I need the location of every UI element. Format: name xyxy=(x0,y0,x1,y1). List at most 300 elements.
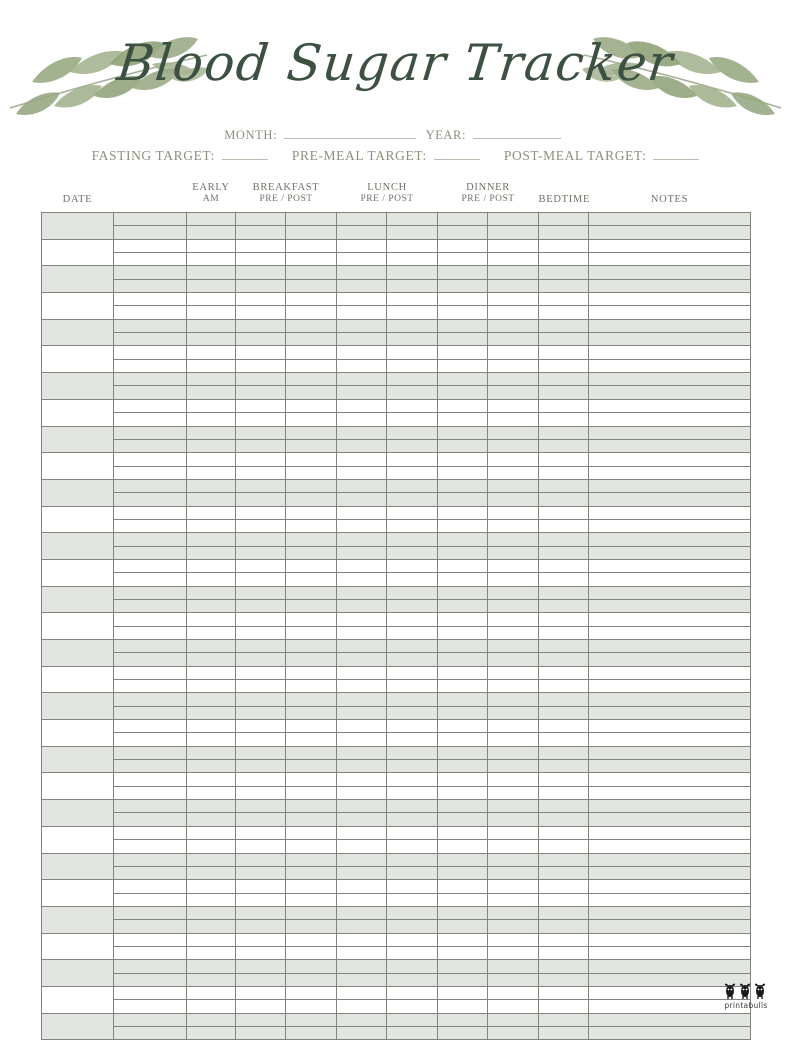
entry-cell[interactable] xyxy=(589,599,751,612)
entry-cell[interactable] xyxy=(539,306,589,319)
date-cell[interactable] xyxy=(42,319,114,346)
entry-cell[interactable] xyxy=(286,466,337,479)
entry-cell[interactable] xyxy=(438,920,488,933)
entry-cell[interactable] xyxy=(187,720,236,733)
entry-cell[interactable] xyxy=(286,720,337,733)
entry-cell[interactable] xyxy=(438,653,488,666)
entry-cell[interactable] xyxy=(236,546,286,559)
entry-cell[interactable] xyxy=(589,439,751,452)
entry-cell[interactable] xyxy=(236,293,286,306)
entry-cell[interactable] xyxy=(337,1013,387,1026)
entry-cell[interactable] xyxy=(589,613,751,626)
entry-cell[interactable] xyxy=(286,693,337,706)
entry-cell[interactable] xyxy=(589,1013,751,1026)
entry-cell[interactable] xyxy=(539,760,589,773)
entry-cell[interactable] xyxy=(539,826,589,839)
entry-cell[interactable] xyxy=(488,786,539,799)
entry-cell[interactable] xyxy=(589,933,751,946)
entry-cell[interactable] xyxy=(438,319,488,332)
entry-cell[interactable] xyxy=(387,986,438,999)
entry-cell[interactable] xyxy=(187,559,236,572)
entry-cell[interactable] xyxy=(187,893,236,906)
date-cell[interactable] xyxy=(42,666,114,693)
entry-cell[interactable] xyxy=(589,586,751,599)
entry-cell[interactable] xyxy=(286,226,337,239)
entry-cell[interactable] xyxy=(337,933,387,946)
entry-cell[interactable] xyxy=(337,266,387,279)
entry-cell[interactable] xyxy=(387,773,438,786)
entry-cell[interactable] xyxy=(337,586,387,599)
entry-cell[interactable] xyxy=(187,479,236,492)
entry-cell[interactable] xyxy=(286,1026,337,1039)
entry-cell[interactable] xyxy=(387,626,438,639)
entry-cell[interactable] xyxy=(187,653,236,666)
entry-cell[interactable] xyxy=(589,346,751,359)
entry-cell[interactable] xyxy=(286,439,337,452)
entry-cell[interactable] xyxy=(589,786,751,799)
entry-cell[interactable] xyxy=(589,279,751,292)
entry-cell[interactable] xyxy=(539,226,589,239)
entry-cell[interactable] xyxy=(387,333,438,346)
entry-cell[interactable] xyxy=(187,373,236,386)
entry-cell[interactable] xyxy=(337,693,387,706)
entry-cell[interactable] xyxy=(387,519,438,532)
entry-cell[interactable] xyxy=(187,359,236,372)
entry-cell[interactable] xyxy=(387,840,438,853)
pre-meal-target-input[interactable] xyxy=(434,148,480,160)
entry-cell[interactable] xyxy=(236,226,286,239)
entry-cell[interactable] xyxy=(286,293,337,306)
entry-cell[interactable] xyxy=(236,800,286,813)
date-cell[interactable] xyxy=(42,533,114,560)
entry-cell[interactable] xyxy=(589,573,751,586)
entry-cell[interactable] xyxy=(236,586,286,599)
entry-cell[interactable] xyxy=(337,1026,387,1039)
entry-cell[interactable] xyxy=(337,333,387,346)
date-cell[interactable] xyxy=(42,399,114,426)
entry-cell[interactable] xyxy=(337,613,387,626)
entry-cell[interactable] xyxy=(589,226,751,239)
entry-cell[interactable] xyxy=(337,546,387,559)
entry-cell[interactable] xyxy=(539,599,589,612)
entry-cell[interactable] xyxy=(438,399,488,412)
entry-cell[interactable] xyxy=(187,506,236,519)
entry-cell[interactable] xyxy=(539,680,589,693)
entry-cell[interactable] xyxy=(387,866,438,879)
entry-cell[interactable] xyxy=(488,746,539,759)
entry-cell[interactable] xyxy=(438,239,488,252)
entry-cell[interactable] xyxy=(286,1013,337,1026)
entry-cell[interactable] xyxy=(488,386,539,399)
entry-cell[interactable] xyxy=(286,773,337,786)
entry-cell[interactable] xyxy=(438,666,488,679)
entry-cell[interactable] xyxy=(286,906,337,919)
entry-cell[interactable] xyxy=(387,413,438,426)
entry-cell[interactable] xyxy=(236,573,286,586)
entry-cell[interactable] xyxy=(337,773,387,786)
entry-cell[interactable] xyxy=(236,333,286,346)
entry-cell[interactable] xyxy=(387,680,438,693)
entry-cell[interactable] xyxy=(236,453,286,466)
date-cell[interactable] xyxy=(42,239,114,266)
entry-cell[interactable] xyxy=(387,586,438,599)
entry-cell[interactable] xyxy=(286,653,337,666)
entry-cell[interactable] xyxy=(236,920,286,933)
entry-cell[interactable] xyxy=(438,333,488,346)
entry-cell[interactable] xyxy=(488,319,539,332)
entry-cell[interactable] xyxy=(589,946,751,959)
entry-cell[interactable] xyxy=(337,439,387,452)
entry-cell[interactable] xyxy=(488,933,539,946)
entry-cell[interactable] xyxy=(387,253,438,266)
entry-cell[interactable] xyxy=(539,466,589,479)
entry-cell[interactable] xyxy=(438,479,488,492)
entry-cell[interactable] xyxy=(387,1013,438,1026)
entry-cell[interactable] xyxy=(236,706,286,719)
entry-cell[interactable] xyxy=(539,933,589,946)
entry-cell[interactable] xyxy=(337,213,387,226)
entry-cell[interactable] xyxy=(539,439,589,452)
entry-cell[interactable] xyxy=(387,226,438,239)
entry-cell[interactable] xyxy=(286,666,337,679)
entry-cell[interactable] xyxy=(387,920,438,933)
entry-cell[interactable] xyxy=(438,599,488,612)
year-input[interactable] xyxy=(473,127,561,139)
entry-cell[interactable] xyxy=(236,853,286,866)
entry-cell[interactable] xyxy=(337,1000,387,1013)
entry-cell[interactable] xyxy=(589,640,751,653)
entry-cell[interactable] xyxy=(337,506,387,519)
entry-cell[interactable] xyxy=(539,720,589,733)
entry-cell[interactable] xyxy=(589,213,751,226)
entry-cell[interactable] xyxy=(286,613,337,626)
entry-cell[interactable] xyxy=(286,533,337,546)
entry-cell[interactable] xyxy=(438,226,488,239)
entry-cell[interactable] xyxy=(236,680,286,693)
entry-cell[interactable] xyxy=(337,466,387,479)
entry-cell[interactable] xyxy=(539,573,589,586)
entry-cell[interactable] xyxy=(488,640,539,653)
entry-cell[interactable] xyxy=(488,453,539,466)
entry-cell[interactable] xyxy=(236,359,286,372)
entry-cell[interactable] xyxy=(539,359,589,372)
entry-cell[interactable] xyxy=(539,519,589,532)
entry-cell[interactable] xyxy=(337,399,387,412)
entry-cell[interactable] xyxy=(337,279,387,292)
entry-cell[interactable] xyxy=(236,466,286,479)
entry-cell[interactable] xyxy=(337,559,387,572)
entry-cell[interactable] xyxy=(387,853,438,866)
date-cell[interactable] xyxy=(42,640,114,667)
entry-cell[interactable] xyxy=(236,826,286,839)
entry-cell[interactable] xyxy=(286,506,337,519)
entry-cell[interactable] xyxy=(387,373,438,386)
entry-cell[interactable] xyxy=(187,493,236,506)
date-cell[interactable] xyxy=(42,773,114,800)
entry-cell[interactable] xyxy=(236,840,286,853)
entry-cell[interactable] xyxy=(187,1013,236,1026)
entry-cell[interactable] xyxy=(539,653,589,666)
entry-cell[interactable] xyxy=(337,640,387,653)
entry-cell[interactable] xyxy=(438,960,488,973)
entry-cell[interactable] xyxy=(187,399,236,412)
entry-cell[interactable] xyxy=(488,586,539,599)
entry-cell[interactable] xyxy=(539,733,589,746)
entry-cell[interactable] xyxy=(387,506,438,519)
entry-cell[interactable] xyxy=(286,453,337,466)
entry-cell[interactable] xyxy=(387,893,438,906)
entry-cell[interactable] xyxy=(488,666,539,679)
entry-cell[interactable] xyxy=(539,413,589,426)
entry-cell[interactable] xyxy=(187,226,236,239)
entry-cell[interactable] xyxy=(236,346,286,359)
date-cell[interactable] xyxy=(42,266,114,293)
entry-cell[interactable] xyxy=(539,626,589,639)
entry-cell[interactable] xyxy=(589,693,751,706)
entry-cell[interactable] xyxy=(337,239,387,252)
entry-cell[interactable] xyxy=(438,373,488,386)
entry-cell[interactable] xyxy=(337,786,387,799)
entry-cell[interactable] xyxy=(539,986,589,999)
entry-cell[interactable] xyxy=(236,733,286,746)
entry-cell[interactable] xyxy=(387,946,438,959)
entry-cell[interactable] xyxy=(488,279,539,292)
entry-cell[interactable] xyxy=(236,599,286,612)
entry-cell[interactable] xyxy=(387,733,438,746)
entry-cell[interactable] xyxy=(438,293,488,306)
entry-cell[interactable] xyxy=(488,333,539,346)
entry-cell[interactable] xyxy=(589,653,751,666)
entry-cell[interactable] xyxy=(337,760,387,773)
entry-cell[interactable] xyxy=(187,906,236,919)
month-input[interactable] xyxy=(284,127,416,139)
entry-cell[interactable] xyxy=(337,986,387,999)
entry-cell[interactable] xyxy=(387,293,438,306)
entry-cell[interactable] xyxy=(387,319,438,332)
entry-cell[interactable] xyxy=(488,413,539,426)
entry-cell[interactable] xyxy=(236,426,286,439)
entry-cell[interactable] xyxy=(187,239,236,252)
entry-cell[interactable] xyxy=(236,493,286,506)
entry-cell[interactable] xyxy=(589,386,751,399)
entry-cell[interactable] xyxy=(589,880,751,893)
entry-cell[interactable] xyxy=(539,239,589,252)
entry-cell[interactable] xyxy=(438,1026,488,1039)
entry-cell[interactable] xyxy=(236,213,286,226)
entry-cell[interactable] xyxy=(589,826,751,839)
entry-cell[interactable] xyxy=(286,346,337,359)
entry-cell[interactable] xyxy=(539,479,589,492)
entry-cell[interactable] xyxy=(337,293,387,306)
entry-cell[interactable] xyxy=(286,973,337,986)
entry-cell[interactable] xyxy=(286,586,337,599)
entry-cell[interactable] xyxy=(488,733,539,746)
entry-cell[interactable] xyxy=(488,399,539,412)
entry-cell[interactable] xyxy=(337,359,387,372)
entry-cell[interactable] xyxy=(387,533,438,546)
entry-cell[interactable] xyxy=(337,840,387,853)
entry-cell[interactable] xyxy=(187,626,236,639)
entry-cell[interactable] xyxy=(387,573,438,586)
entry-cell[interactable] xyxy=(236,813,286,826)
entry-cell[interactable] xyxy=(286,946,337,959)
date-cell[interactable] xyxy=(42,213,114,240)
entry-cell[interactable] xyxy=(589,359,751,372)
entry-cell[interactable] xyxy=(387,439,438,452)
entry-cell[interactable] xyxy=(187,1000,236,1013)
entry-cell[interactable] xyxy=(539,1026,589,1039)
entry-cell[interactable] xyxy=(488,293,539,306)
entry-cell[interactable] xyxy=(387,466,438,479)
entry-cell[interactable] xyxy=(387,826,438,839)
entry-cell[interactable] xyxy=(187,266,236,279)
entry-cell[interactable] xyxy=(187,813,236,826)
entry-cell[interactable] xyxy=(539,333,589,346)
entry-cell[interactable] xyxy=(488,1013,539,1026)
entry-cell[interactable] xyxy=(236,866,286,879)
entry-cell[interactable] xyxy=(488,760,539,773)
date-cell[interactable] xyxy=(42,906,114,933)
entry-cell[interactable] xyxy=(539,586,589,599)
entry-cell[interactable] xyxy=(539,493,589,506)
entry-cell[interactable] xyxy=(187,946,236,959)
entry-cell[interactable] xyxy=(539,773,589,786)
entry-cell[interactable] xyxy=(236,1000,286,1013)
entry-cell[interactable] xyxy=(236,373,286,386)
entry-cell[interactable] xyxy=(337,533,387,546)
entry-cell[interactable] xyxy=(337,306,387,319)
entry-cell[interactable] xyxy=(438,253,488,266)
entry-cell[interactable] xyxy=(438,453,488,466)
date-cell[interactable] xyxy=(42,426,114,453)
entry-cell[interactable] xyxy=(438,213,488,226)
entry-cell[interactable] xyxy=(589,893,751,906)
entry-cell[interactable] xyxy=(438,266,488,279)
entry-cell[interactable] xyxy=(589,720,751,733)
entry-cell[interactable] xyxy=(589,413,751,426)
entry-cell[interactable] xyxy=(589,266,751,279)
entry-cell[interactable] xyxy=(539,253,589,266)
entry-cell[interactable] xyxy=(236,746,286,759)
entry-cell[interactable] xyxy=(187,680,236,693)
entry-cell[interactable] xyxy=(337,706,387,719)
entry-cell[interactable] xyxy=(187,253,236,266)
entry-cell[interactable] xyxy=(589,906,751,919)
entry-cell[interactable] xyxy=(438,893,488,906)
entry-cell[interactable] xyxy=(187,746,236,759)
entry-cell[interactable] xyxy=(488,973,539,986)
entry-cell[interactable] xyxy=(187,386,236,399)
entry-cell[interactable] xyxy=(589,453,751,466)
entry-cell[interactable] xyxy=(286,760,337,773)
entry-cell[interactable] xyxy=(187,933,236,946)
entry-cell[interactable] xyxy=(187,519,236,532)
entry-cell[interactable] xyxy=(387,1026,438,1039)
entry-cell[interactable] xyxy=(387,386,438,399)
entry-cell[interactable] xyxy=(488,893,539,906)
entry-cell[interactable] xyxy=(488,626,539,639)
entry-cell[interactable] xyxy=(589,666,751,679)
entry-cell[interactable] xyxy=(438,786,488,799)
entry-cell[interactable] xyxy=(187,586,236,599)
entry-cell[interactable] xyxy=(488,533,539,546)
entry-cell[interactable] xyxy=(438,773,488,786)
entry-cell[interactable] xyxy=(387,453,438,466)
entry-cell[interactable] xyxy=(236,519,286,532)
entry-cell[interactable] xyxy=(589,373,751,386)
entry-cell[interactable] xyxy=(488,693,539,706)
date-cell[interactable] xyxy=(42,506,114,533)
entry-cell[interactable] xyxy=(337,226,387,239)
entry-cell[interactable] xyxy=(438,720,488,733)
entry-cell[interactable] xyxy=(187,800,236,813)
entry-cell[interactable] xyxy=(488,253,539,266)
entry-cell[interactable] xyxy=(337,826,387,839)
entry-cell[interactable] xyxy=(286,386,337,399)
entry-cell[interactable] xyxy=(236,533,286,546)
entry-cell[interactable] xyxy=(337,733,387,746)
entry-cell[interactable] xyxy=(236,266,286,279)
entry-cell[interactable] xyxy=(488,306,539,319)
entry-cell[interactable] xyxy=(337,319,387,332)
entry-cell[interactable] xyxy=(488,466,539,479)
entry-cell[interactable] xyxy=(387,306,438,319)
entry-cell[interactable] xyxy=(539,426,589,439)
entry-cell[interactable] xyxy=(488,853,539,866)
entry-cell[interactable] xyxy=(187,306,236,319)
entry-cell[interactable] xyxy=(488,706,539,719)
entry-cell[interactable] xyxy=(589,519,751,532)
entry-cell[interactable] xyxy=(236,693,286,706)
entry-cell[interactable] xyxy=(539,866,589,879)
entry-cell[interactable] xyxy=(236,666,286,679)
entry-cell[interactable] xyxy=(539,906,589,919)
entry-cell[interactable] xyxy=(539,853,589,866)
entry-cell[interactable] xyxy=(488,346,539,359)
entry-cell[interactable] xyxy=(187,640,236,653)
entry-cell[interactable] xyxy=(589,680,751,693)
entry-cell[interactable] xyxy=(387,653,438,666)
entry-cell[interactable] xyxy=(589,493,751,506)
entry-cell[interactable] xyxy=(488,426,539,439)
entry-cell[interactable] xyxy=(589,1026,751,1039)
entry-cell[interactable] xyxy=(337,680,387,693)
entry-cell[interactable] xyxy=(187,920,236,933)
fasting-target-input[interactable] xyxy=(222,148,268,160)
entry-cell[interactable] xyxy=(236,399,286,412)
entry-cell[interactable] xyxy=(286,333,337,346)
entry-cell[interactable] xyxy=(236,640,286,653)
entry-cell[interactable] xyxy=(187,573,236,586)
entry-cell[interactable] xyxy=(286,786,337,799)
entry-cell[interactable] xyxy=(286,986,337,999)
entry-cell[interactable] xyxy=(286,279,337,292)
entry-cell[interactable] xyxy=(286,680,337,693)
entry-cell[interactable] xyxy=(337,720,387,733)
entry-cell[interactable] xyxy=(236,613,286,626)
entry-cell[interactable] xyxy=(438,279,488,292)
entry-cell[interactable] xyxy=(539,813,589,826)
date-cell[interactable] xyxy=(42,613,114,640)
entry-cell[interactable] xyxy=(187,693,236,706)
entry-cell[interactable] xyxy=(286,239,337,252)
entry-cell[interactable] xyxy=(589,533,751,546)
entry-cell[interactable] xyxy=(488,800,539,813)
entry-cell[interactable] xyxy=(286,800,337,813)
date-cell[interactable] xyxy=(42,986,114,1013)
entry-cell[interactable] xyxy=(286,426,337,439)
entry-cell[interactable] xyxy=(286,399,337,412)
